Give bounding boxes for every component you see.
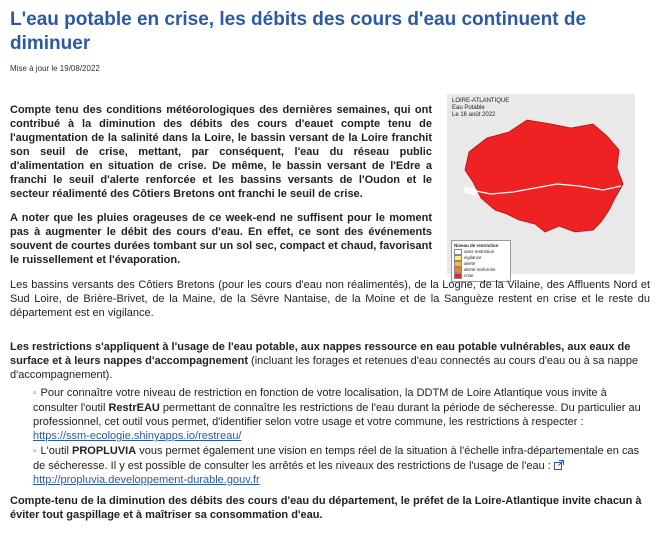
- map-header-date: Le 16 août 2022: [452, 112, 496, 118]
- bullet-square-icon: ▫: [33, 446, 37, 457]
- bullet-square-icon: ▫: [33, 388, 37, 399]
- paragraph-rain-note: A noter que les pluies orageuses de ce week-end ne suffisent pour le moment pas à augmenter le débit des cours d'eau. En effet, ce sont des événements souvent de courtes durées tombant sur un sol sec, compact et chaud, favorisant le ruissellement et l'évaporation.: [10, 212, 432, 266]
- page-title: L'eau potable en crise, les débits des cours d'eau continuent de diminuer: [10, 9, 587, 54]
- restreau-tool-name: RestrEAU: [108, 402, 160, 414]
- legend-label: sans restriction: [464, 248, 495, 254]
- restreau-link[interactable]: https://ssm-ecologie.shinyapps.io/restreau/: [33, 430, 242, 442]
- paragraph-situation: Compte tenu des conditions météorologiques des dernières semaines, qui ont contribué à la diminution des débits des cours d'eauet compte tenu de l'augmentation de la salinité dans la Loire, le bassin versant de la Loire franchit son seuil de crise, mettant, par conséquent, l'eau du réseau public d'alimentation en situation de crise. De même, le bassin versant de l'Edre a franchi le seuil d'alerte renforcée et les bassins versants de l'Oudon et le secteur réalimenté des Côtiers Bretons ont franchi le seuil de crise.: [10, 104, 432, 200]
- propluvia-text-b: vous permet également une vision en temps réel de la situation à l'échelle infra-départementale en cas de sécheresse. Il y est possible de consulter les arrêtés et les niveaux des restrictions de l'usage de l'eau :: [33, 445, 640, 472]
- map-header-department: LOIRE-ATLANTIQUE: [452, 98, 510, 104]
- map-header-subject: Eau Potable: [452, 105, 485, 111]
- legend-label: alerte renforcée: [464, 266, 496, 272]
- restriction-map: [447, 94, 635, 278]
- legend-title: Niveau de restriction: [454, 243, 499, 248]
- restrictions-rest: (incluant les forages et retenues d'eau connectés au cours d'eau ou à sa nappe d'accompagnement).: [10, 355, 639, 381]
- restrictions-bold: Les restrictions s'appliquent à l'usage de l'eau potable, aux nappes ressource en eau potable vulnérables, aux eaux de surface et à leurs nappes d'accompagnement: [10, 341, 631, 367]
- restreau-text-a: Pour connaître votre niveau de restriction en fonction de votre localisation, la DDTM de Loire Atlantique vous invite à consulter l'outil: [33, 387, 607, 414]
- paragraph-restrictions: [10, 340, 650, 382]
- restreau-text-b: permettant de connaître les restrictions de l'eau durant la période de sécheresse. Du particulier au professionnel, cet outil vous permet, d'identifier selon votre usage et votre commune, les restrictions à respecter :: [33, 402, 641, 428]
- propluvia-text-a: L'outil: [40, 445, 72, 457]
- propluvia-link-text: http://propluvia.developpement-durable.gouv.fr: [33, 474, 260, 486]
- legend-label: crise: [464, 272, 474, 278]
- paragraph-basins: Les bassins versants des Côtiers Bretons (pour les cours d'eau non réalimentés), de la Logne, de la Vilaine, des Affluents Nord et Sud Loire, de Brière-Brivet, de la Maine, de la Sèvre Nantaise, de la Moine et de la Sanguèze restent en crise et le reste du département est en vigilance.: [10, 279, 650, 319]
- propluvia-tool-name: PROPLUVIA: [72, 445, 137, 457]
- update-date: Mise à jour le 19/08/2022: [10, 64, 100, 73]
- map-legend: [451, 240, 511, 282]
- legend-label: alerte: [464, 260, 476, 266]
- bullet-restreau: [33, 386, 641, 443]
- legend-label: vigilance: [464, 254, 482, 260]
- external-link-icon: [554, 460, 564, 470]
- bullet-propluvia: [33, 444, 641, 487]
- map-header: [452, 98, 509, 119]
- paragraph-conclusion: Compte-tenu de la diminution des débits des cours d'eau du département, le préfet de la Loire-Atlantique invite chacun à éviter tout gaspillage et à maîtriser sa consommation d'eau.: [10, 495, 642, 521]
